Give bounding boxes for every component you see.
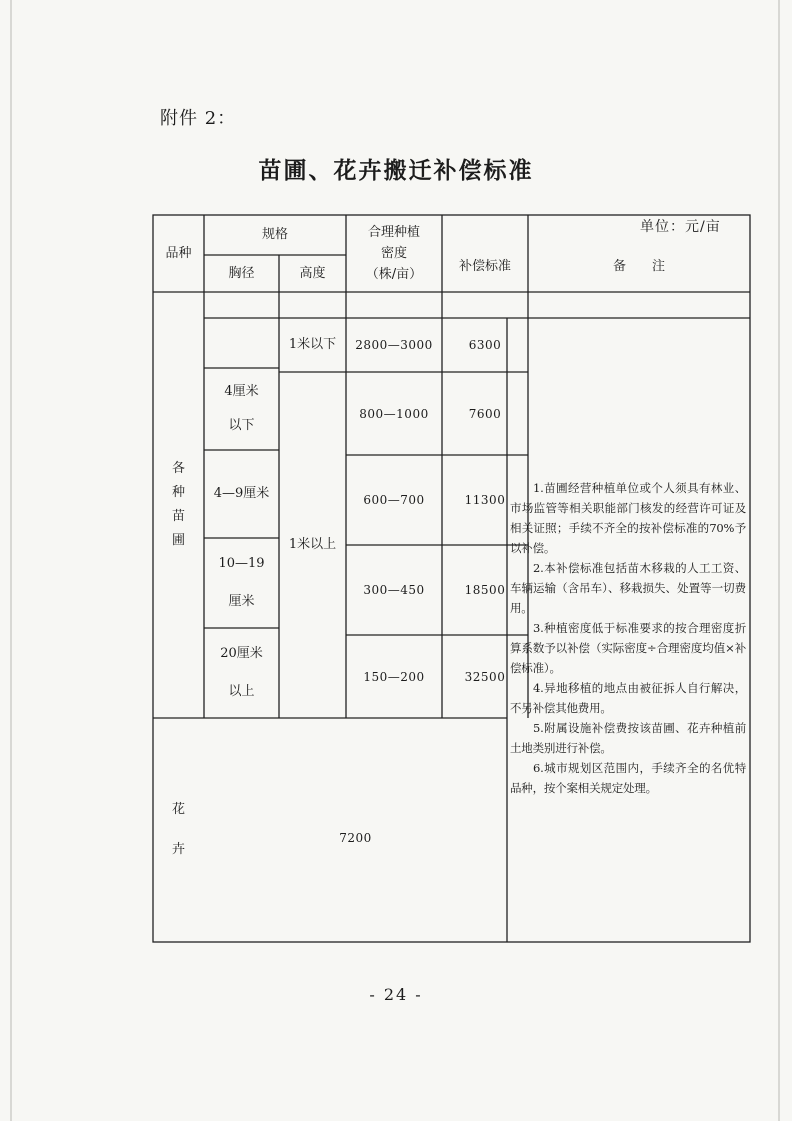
flower-label-char-2: 卉	[171, 842, 185, 857]
row4-diameter	[204, 538, 279, 628]
row1-diameter	[204, 292, 279, 368]
unit-label: 单位：元/亩	[640, 219, 721, 235]
header-diameter: 胸径	[228, 265, 255, 281]
row5-compensation: 32500	[464, 669, 506, 684]
remark-3: 3.种植密度低于标准要求的按合理密度折算系数予以补偿（实际密度÷合理密度均值×补偿标准）。	[510, 621, 746, 675]
row4-compensation: 18500	[464, 583, 506, 597]
row4-diameter-line-1: 10—19	[218, 556, 265, 571]
header-density-line-3: （株/亩）	[365, 267, 423, 282]
row5-diameter-line-1: 20厘米	[220, 646, 263, 661]
header-remarks: 备 注	[612, 258, 665, 274]
row3-diameter-line-1: 4—9厘米	[213, 486, 270, 501]
row4-density: 300—450	[363, 583, 425, 597]
row1-height: 1米以下	[288, 337, 337, 352]
row3-compensation: 11300	[464, 493, 506, 507]
nursery-label-char-1: 各	[171, 461, 185, 476]
remark-5: 5.附属设施补偿费按该苗圃、花卉种植前土地类别进行补偿。	[510, 721, 746, 755]
nursery-label-char-3: 苗	[171, 509, 185, 524]
document-title: 苗圃、花卉搬迁补偿标准	[258, 157, 534, 184]
nursery-label-char-2: 种	[171, 485, 185, 500]
header-spec: 规格	[261, 227, 288, 242]
rows-height-above-1m: 1米以上	[288, 537, 337, 552]
remark-2: 2.本补偿标准包括苗木移栽的人工工资、车辆运输（含吊车）、移栽损失、处置等一切费用。	[510, 561, 746, 615]
header-compensation: 补偿标准	[458, 258, 511, 274]
flower-variety-label	[153, 718, 204, 942]
row5-diameter-line-2: 以上	[228, 684, 255, 699]
row2-diameter	[204, 368, 279, 450]
remarks-notes	[510, 478, 746, 798]
row2-diameter-line-1: 4厘米	[224, 384, 259, 399]
row3-density: 600—700	[363, 493, 425, 507]
row1-compensation: 6300	[468, 338, 502, 352]
nursery-variety-label	[153, 292, 204, 718]
row2-compensation: 7600	[468, 406, 502, 421]
row4-diameter-line-2: 厘米	[228, 594, 255, 609]
header-density	[346, 215, 442, 292]
header-density-line-2: 密度	[380, 246, 407, 261]
remark-1: 1.苗圃经营种植单位或个人须具有林业、市场监管等相关职能部门核发的经营许可证及相关证照；手续不齐全的按补偿标准的70%予以补偿。	[510, 481, 746, 555]
page-number: - 24 -	[369, 985, 423, 1004]
row5-density: 150—200	[363, 669, 425, 684]
row1-density: 2800—3000	[355, 338, 433, 352]
attachment-label: 附件 2：	[160, 108, 237, 129]
flower-label-char-1: 花	[171, 802, 185, 817]
row3-diameter	[204, 450, 279, 538]
remark-6: 6.城市规划区范围内，手续齐全的名优特品种，按个案相关规定处理。	[510, 761, 746, 795]
row5-diameter	[204, 628, 279, 718]
row2-diameter-line-2: 以下	[228, 418, 255, 433]
header-density-line-1: 合理种植	[367, 225, 420, 240]
remark-4: 4.异地移植的地点由被征拆人自行解决，不另补偿其他费用。	[510, 681, 746, 715]
header-height: 高度	[299, 265, 326, 281]
flower-compensation: 7200	[339, 831, 372, 845]
row2-density: 800—1000	[359, 406, 429, 421]
header-variety: 品种	[165, 245, 192, 261]
nursery-label-char-4: 圃	[171, 533, 185, 548]
